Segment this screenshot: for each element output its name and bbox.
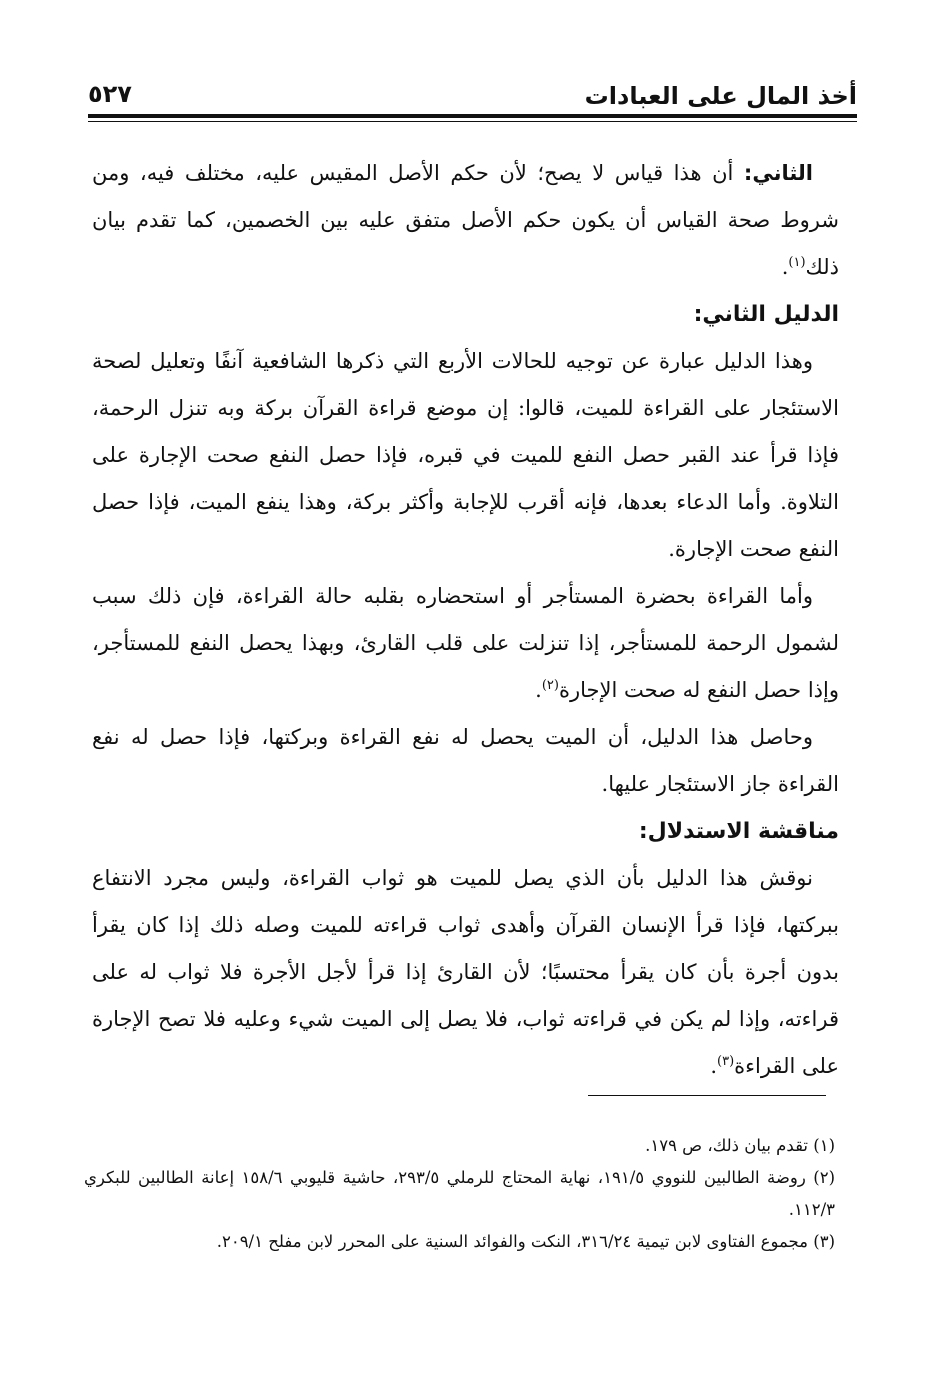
page-number: ٥٢٧ (88, 80, 132, 108)
page-header (88, 72, 857, 118)
paragraph-evidence: وهذا الدليل عبارة عن توجيه للحالات الأربع التي ذكرها الشافعية آنفًا وتعليل لصحة الاستئجار على القراءة للميت، قالوا: إن موضع قراءة القرآن بركة وبه تنزل الرحمة، فإذا قرأ عند القبر حصل النفع للميت في قبره، فإذا حصل النفع صحت الإجارة على التلاوة. وأما الدعاء بعدها، فإنه أقرب للإجابة وأكثر بركة، وهذا ينفع الميت، فإذا حصل النفع صحت الإجارة. (92, 349, 839, 561)
footnote-ref-2: (٢) (541, 678, 559, 693)
paragraph-summary: وحاصل هذا الدليل، أن الميت يحصل له نفع القراءة وبركتها، فإذا حصل له نفع القراءة جاز الاستئجار عليها. (92, 725, 839, 796)
paragraph-discussion: نوقش هذا الدليل بأن الذي يصل للميت هو ثواب القراءة، وليس مجرد الانتفاع ببركتها، فإذا قرأ الإنسان القرآن وأهدى ثواب قراءته للميت وصله ذلك إذا كان يقرأ بدون أجرة بأن كان يقرأ محتسبًا؛ لأن القارئ إذا قرأ لأجل الأجرة فلا ثواب له على قراءته، وإذا لم يكن في قراءته ثواب، فلا يصل إلى الميت شيء وعليه فلا تصح الإجارة على القراءة$^{(٣)}$. (92, 866, 839, 1078)
running-title: أخذ المال على العبادات (584, 82, 857, 110)
main-text (92, 150, 839, 1090)
header-rule-thick (88, 114, 857, 118)
footnote-ref-1: (١) (788, 255, 806, 270)
footnote-2: (٢) روضة الطالبين للنووي ١٩١/٥، نهاية المحتاج للرملي ٢٩٣/٥، حاشية قليوبي ١٥٨/٦ إعانة الطالبين للبكري ١١٢/٣. (84, 1168, 836, 1219)
footnote-ref-3: (٣) (717, 1054, 735, 1069)
paragraph-presence: وأما القراءة بحضرة المستأجر أو استحضاره بقلبه حالة القراءة، فإن ذلك سبب لشمول الرحمة للمستأجر، إذا تنزلت على قلب القارئ، وبهذا يحصل النفع للمستأجر، وإذا حصل النفع له صحت الإجارة$^{(٢)}$. (92, 584, 839, 702)
paragraph-lead: الثاني: (743, 161, 813, 185)
paragraph-text: وأما القراءة بحضرة المستأجر أو استحضاره بقلبه حالة القراءة، فإن ذلك سبب لشمول الرحمة للمستأجر، إذا تنزلت على قلب القارئ، وبهذا يحصل النفع للمستأجر، وإذا حصل النفع له صحت الإجارة (92, 584, 839, 702)
footnote-separator (588, 1095, 826, 1096)
footnotes (84, 1130, 835, 1258)
paragraph-text: نوقش هذا الدليل بأن الذي يصل للميت هو ثواب القراءة، وليس مجرد الانتفاع ببركتها، فإذا قرأ الإنسان القرآن وأهدى ثواب قراءته للميت وصله ذلك إذا كان يقرأ بدون أجرة بأن كان يقرأ محتسبًا؛ لأن القارئ إذا قرأ لأجل الأجرة فلا ثواب له على قراءته، وإذا لم يكن في قراءته ثواب، فلا يصل إلى الميت شيء وعليه فلا تصح الإجارة على القراءة (92, 866, 839, 1078)
section-heading-discussion: مناقشة الاستدلال: (638, 819, 839, 844)
footnote-1: (١) تقدم بيان ذلك، ص ١٧٩. (645, 1136, 835, 1155)
section-heading-second-evidence: الدليل الثاني: (693, 302, 839, 327)
paragraph-second-point: الثاني: أن هذا قياس لا يصح؛ لأن حكم الأصل المقيس عليه، مختلف فيه، ومن شروط صحة القياس أن يكون حكم الأصل متفق عليه بين الخصمين، كما تقدم بيان ذلك$^{(١)}$. (92, 161, 839, 279)
header-rule-thin (88, 121, 857, 122)
paragraph-text: أن هذا قياس لا يصح؛ لأن حكم الأصل المقيس عليه، مختلف فيه، ومن شروط صحة القياس أن يكون حكم الأصل متفق عليه بين الخصمين، كما تقدم بيان ذلك (92, 161, 839, 279)
footnote-3: (٣) مجموع الفتاوى لابن تيمية ٣١٦/٢٤، النكت والفوائد السنية على المحرر لابن مفلح ٢٠٩/١. (216, 1232, 835, 1251)
